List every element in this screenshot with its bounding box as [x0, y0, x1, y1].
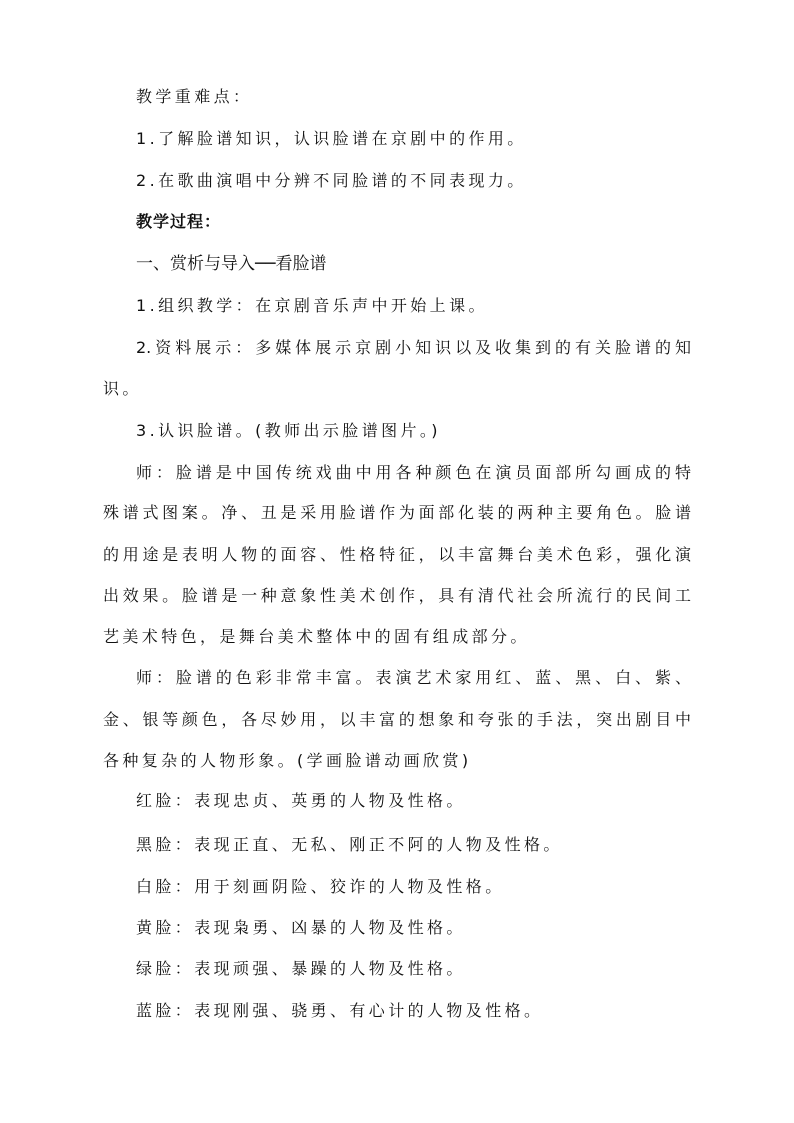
- step-1: 1.组织教学：在京剧音乐声中开始上课。: [136, 296, 488, 315]
- paragraph-2-line: 金、银等颜色，各尽妙用，以丰富的想象和夸张的手法，突出剧目中: [103, 710, 691, 729]
- paragraph-1-line: 师：脸谱是中国传统戏曲中用各种颜色在演员面部所勾画成的特: [136, 463, 691, 482]
- paragraph-2-line: 师：脸谱的色彩非常丰富。表演艺术家用红、蓝、黑、白、紫、: [136, 668, 691, 687]
- key-point: 1.了解脸谱知识，认识脸谱在京剧中的作用。: [136, 129, 527, 148]
- key-points-title: 教学重难点：: [136, 87, 253, 106]
- face-color-item: 红脸：表现忠贞、英勇的人物及性格。: [136, 791, 466, 810]
- paragraph-1-line: 出效果。脸谱是一种意象性美术创作，具有清代社会所流行的民间工: [103, 586, 691, 605]
- face-color-item: 绿脸：表现顽强、暴躁的人物及性格。: [136, 959, 466, 978]
- face-color-item: 蓝脸：表现刚强、骁勇、有心计的人物及性格。: [136, 1001, 544, 1020]
- key-point: 2.在歌曲演唱中分辨不同脸谱的不同表现力。: [136, 171, 527, 190]
- step-2-line: 识。: [103, 379, 142, 398]
- step-2-line: 2.资料展示：多媒体展示京剧小知识以及收集到的有关脸谱的知: [136, 338, 691, 357]
- step-3: 3.认识脸谱。(教师出示脸谱图片。): [136, 421, 441, 440]
- paragraph-2-line: 各种复杂的人物形象。(学画脸谱动画欣赏): [103, 751, 472, 770]
- process-title: 教学过程：: [136, 212, 222, 231]
- face-color-item: 黑脸：表现正直、无私、刚正不阿的人物及性格。: [136, 835, 563, 854]
- face-color-item: 白脸：用于刻画阴险、狡诈的人物及性格。: [136, 877, 505, 896]
- section-title: 一、赏析与导入──看脸谱: [136, 254, 327, 274]
- face-color-item: 黄脸：表现枭勇、凶暴的人物及性格。: [136, 918, 466, 937]
- paragraph-1-line: 的用途是表明人物的面容、性格特征，以丰富舞台美术色彩，强化演: [103, 545, 691, 564]
- paragraph-1-line: 殊谱式图案。净、丑是采用脸谱作为面部化装的两种主要角色。脸谱: [103, 503, 691, 522]
- paragraph-1-line: 艺美术特色，是舞台美术整体中的固有组成部分。: [103, 627, 530, 646]
